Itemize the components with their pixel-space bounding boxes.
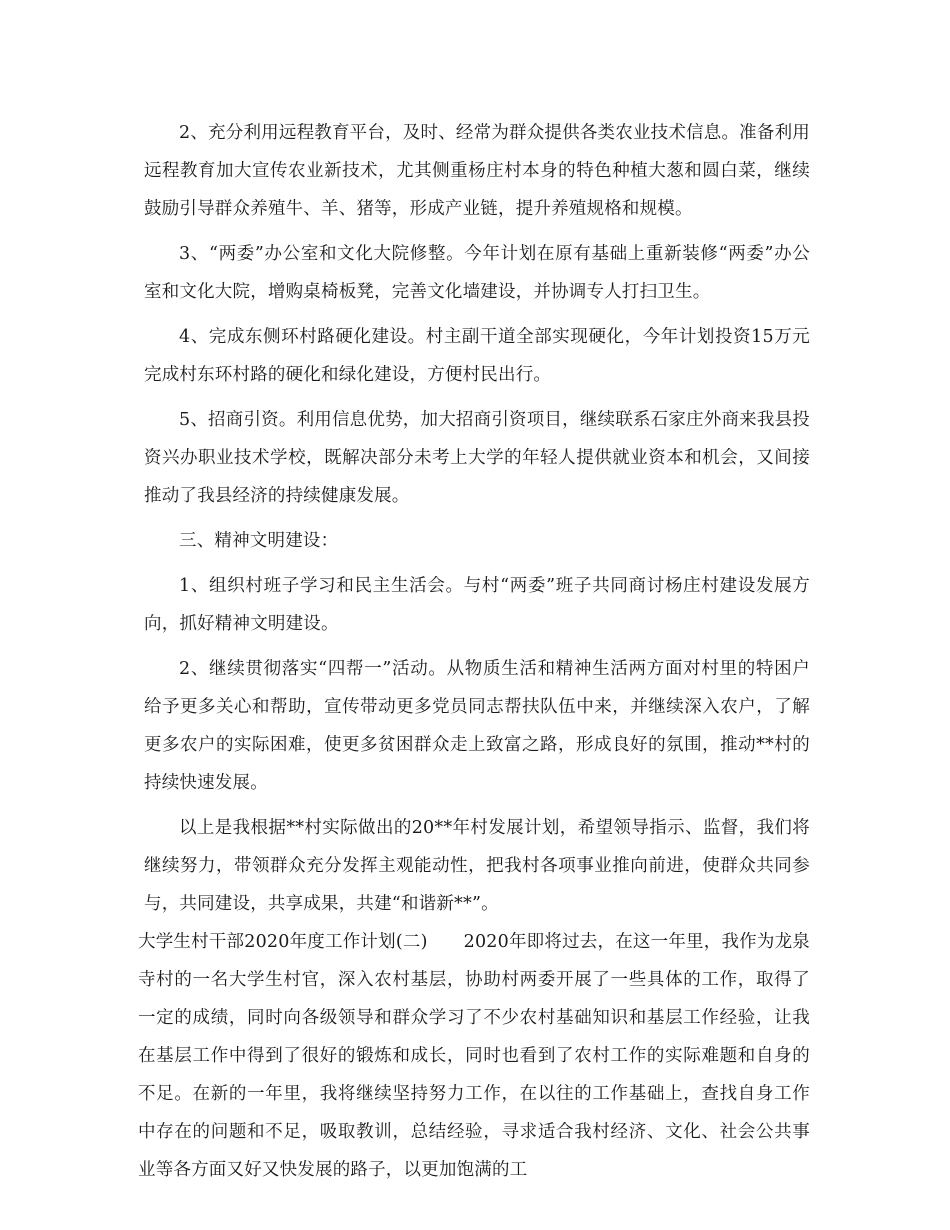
paragraph-agri-info: 2、充分利用远程教育平台，及时、经常为群众提供各类农业技术信息。准备利用远程教育加大宣传农业新技术，尤其侧重杨庄村本身的特色种植大葱和圆白菜，继续鼓励引导群众养殖牛、羊、猪等，形成产业链，提升养殖规格和规模。 bbox=[144, 123, 810, 219]
document-body bbox=[138, 114, 810, 1189]
paragraph-road-hardening: 4、完成东侧环村路硬化建设。村主副干道全部实现硬化，今年计划投资15万元完成村东环村路的硬化和绿化建设，方便村民出行。 bbox=[144, 327, 810, 385]
paragraph-study-sessions: 1、组织村班子学习和民主生活会。与村“两委”班子共同商讨杨庄村建设发展方向，抓好精神文明建设。 bbox=[144, 576, 810, 634]
section2-block bbox=[138, 923, 810, 1189]
paragraph-four-help-one: 2、继续贯彻落实“四帮一”活动。从物质生活和精神生活两方面对村里的特困户给予更多关心和帮助，宣传带动更多党员同志帮扶队伍中来，并继续深入农户，了解更多农户的实际困难，使更多贫困群众走上致富之路，形成良好的氛围，推动**村的持续快速发展。 bbox=[144, 659, 810, 793]
section-heading-civilization: 三、精神文明建设： bbox=[179, 531, 339, 551]
section2-body: 2020年即将过去，在这一年里，我作为龙泉寺村的一名大学生村官，深入农村基层，协助村两委开展了一些具体的工作，取得了一定的成绩，同时向各级领导和群众学习了不少农村基础知识和基层工作经验，让我在基层工作中得到了很好的锻炼和成长，同时也看到了农村工作的实际难题和自身的不足。在新的一年里，我将继续坚持努力工作，在以往的工作基础上，查找自身工作中存在的问题和不足，吸取教训，总结经验，寻求适合我村经济、文化、社会公共事业等各方面又好又快发展的路子，以更加饱满的工 bbox=[138, 932, 810, 1180]
paragraph-investment: 5、招商引资。利用信息优势，加大招商引资项目，继续联系石家庄外商来我县投资兴办职业技术学校，既解决部分未考上大学的年轻人提供就业资本和机会，又间接推动了我县经济的持续健康发展。 bbox=[144, 410, 810, 506]
section2-title: 大学生村干部2020年度工作计划(二) bbox=[138, 932, 428, 952]
paragraph-office-renovation: 3、“两委”办公室和文化大院修整。今年计划在原有基础上重新装修“两委”办公室和文化大院，增购桌椅板凳，完善文化墙建设，并协调专人打扫卫生。 bbox=[144, 244, 810, 302]
paragraph-conclusion: 以上是我根据**村实际做出的20**年村发展计划，希望领导指示、监督，我们将继续努力，带领群众充分发挥主观能动性，把我村各项事业推向前进，使群众共同参与，共同建设，共享成果，共建“和谐新**”。 bbox=[144, 818, 810, 914]
